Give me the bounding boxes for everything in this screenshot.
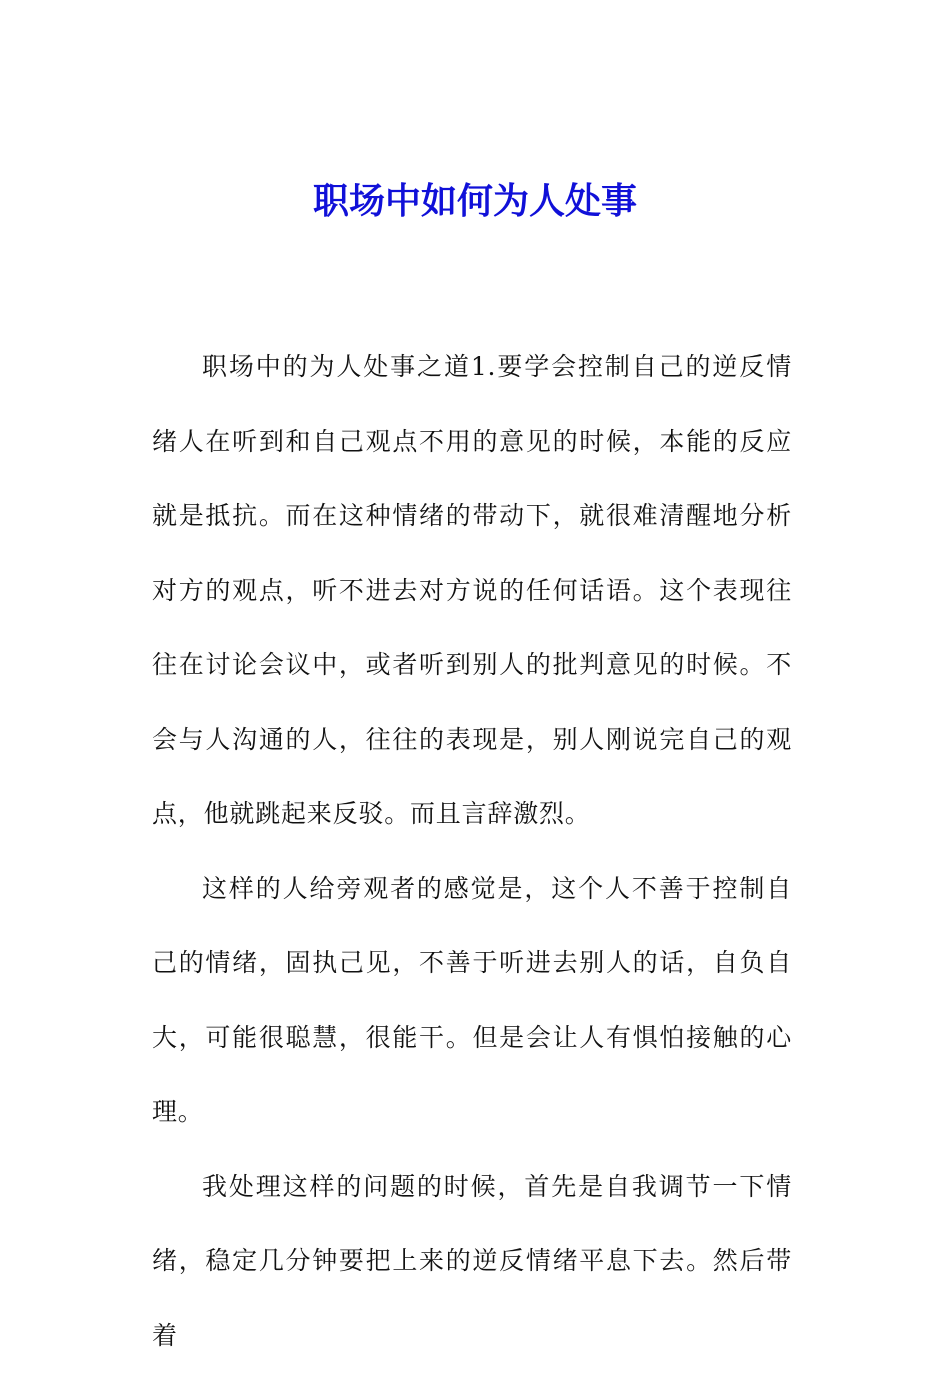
- document-title: 职场中如何为人处事: [0, 176, 950, 226]
- document-body: [152, 330, 792, 1373]
- paragraph-1: 职场中的为人处事之道1.要学会控制自己的逆反情绪人在听到和自己观点不用的意见的时候，本能的反应就是抵抗。而在这种情绪的带动下，就很难清醒地分析对方的观点，听不进去对方说的任何话语。这个表现往往在讨论会议中，或者听到别人的批判意见的时候。不会与人沟通的人，往往的表现是，别人刚说完自己的观点，他就跳起来反驳。而且言辞激烈。: [152, 330, 792, 852]
- paragraph-3: 我处理这样的问题的时候，首先是自我调节一下情绪，稳定几分钟要把上来的逆反情绪平息下去。然后带着: [152, 1150, 792, 1373]
- paragraph-2: 这样的人给旁观者的感觉是，这个人不善于控制自己的情绪，固执己见，不善于听进去别人的话，自负自大，可能很聪慧，很能干。但是会让人有惧怕接触的心理。: [152, 852, 792, 1150]
